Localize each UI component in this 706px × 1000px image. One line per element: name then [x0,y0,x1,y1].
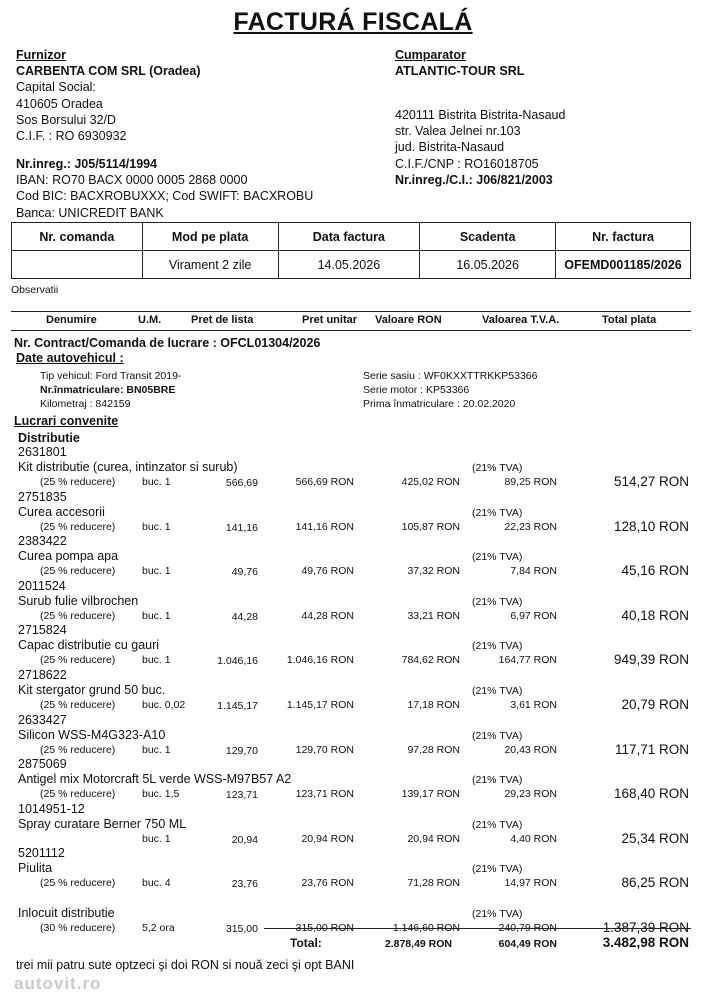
item-um: buc. 1 [142,565,171,577]
item-name: Surub fulie vilbrochen [18,594,139,608]
supplier-bic: Cod BIC: BACXROBUXXX; Cod SWIFT: BACXROBU [16,189,314,204]
item-list-price: 123,71 [225,789,258,801]
watermark-logo: autovit.ro [14,974,102,993]
item-discount: (25 % reducere) [40,521,116,533]
payment-mode-value: Virament 2 zile [142,251,278,279]
item-name: Piulita [18,861,53,875]
item-total: 168,40 RON [613,786,689,801]
supplier-capital: Capital Social: [16,80,96,95]
item-tva-label: (21% TVA) [472,908,523,920]
buyer-name: ATLANTIC-TOUR SRL [395,64,525,79]
item-tva: 89,25 RON [504,476,557,488]
item-total: 25,34 RON [621,831,689,846]
col-um: U.M. [138,314,162,326]
order-number-value [12,251,143,279]
supplier-heading: Furnizor [16,48,66,62]
item-list-price: 566,69 [225,477,258,489]
item-code: 2875069 [18,757,67,771]
columns-bottom-line [11,330,691,331]
item-code: 5201112 [18,846,65,860]
item-value: 105,87 RON [401,521,460,533]
buyer-city: 420111 Bistrita Bistrita-Nasaud [395,108,566,122]
item-code: 2718622 [18,668,67,682]
invoice-date-label: Data factura [278,223,420,251]
vehicle-heading: Date autovehicul : [16,351,124,365]
vehicle-type: Tip vehicul: Ford Transit 2019- [40,370,182,382]
invoice-number-value: OFEMD001185/2026 [556,251,691,279]
item-list-price: 20,94 [231,834,258,846]
item-um: buc. 1 [142,476,171,488]
item-unit-price: 315,00 RON [295,922,354,934]
item-tva: 6,97 RON [510,610,557,622]
item-code: 2383422 [18,534,67,548]
header-values-row [12,251,691,279]
item-value: 71,28 RON [407,877,460,889]
item-name: Curea accesorii [18,505,105,519]
item-unit-price: 123,71 RON [295,788,354,800]
item-name: Kit distributie (curea, intinzator si surub) [18,460,238,474]
item-tva: 240,79 RON [498,922,557,934]
item-um: buc. 1 [142,833,171,845]
item-total: 45,16 RON [621,563,689,578]
item-tva: 7,84 RON [510,565,557,577]
item-code: 1014951-12 [18,802,85,816]
invoice-date-value: 14.05.2026 [278,251,420,279]
vehicle-vin: Serie sasiu : WF0KXXTTRKKP53366 [363,370,538,382]
item-um: buc. 1 [142,744,171,756]
item-um: buc. 1,5 [142,788,180,800]
item-tva-label: (21% TVA) [472,507,523,519]
item-tva: 164,77 RON [498,654,557,666]
item-tva-label: (21% TVA) [472,730,523,742]
item-unit-price: 1.046,16 RON [286,654,354,666]
item-discount: (25 % reducere) [40,699,116,711]
supplier-street: Sos Borsului 32/D [16,112,117,127]
item-list-price: 1.046,16 [217,655,258,667]
item-unit-price: 566,69 RON [295,476,354,488]
item-unit-price: 23,76 RON [301,877,354,889]
item-tva-label: (21% TVA) [472,462,523,474]
col-value: Valoare RON [375,314,442,326]
item-total: 1.387,39 RON [602,920,689,935]
item-code: 2751835 [18,490,67,504]
buyer-heading: Cumparator [395,48,466,62]
item-value: 425,02 RON [401,476,460,488]
buyer-block [395,47,524,79]
item-name: Spray curatare Berner 750 ML [18,817,187,831]
columns-top-line [11,311,691,312]
col-list-price: Pret de lista [191,314,254,326]
item-value: 20,94 RON [407,833,460,845]
col-denumire: Denumire [46,314,97,326]
item-list-price: 315,00 [225,923,258,935]
invoice-number-label: Nr. factura [556,223,691,251]
supplier-block [16,47,201,144]
item-list-price: 1.145,17 [217,700,258,712]
item-tva-label: (21% TVA) [472,774,523,786]
item-tva: 3,61 RON [510,699,557,711]
due-date-label: Scadenta [420,223,556,251]
item-code: 2631801 [18,445,67,459]
item-tva-label: (21% TVA) [472,819,523,831]
item-tva-label: (21% TVA) [472,863,523,875]
item-value: 784,62 RON [401,654,460,666]
item-um: 5,2 ora [142,922,175,934]
item-total: 86,25 RON [621,875,689,890]
item-unit-price: 20,94 RON [301,833,354,845]
item-total: 128,10 RON [613,519,689,534]
item-name: Capac distributie cu gauri [18,638,160,652]
item-discount: (25 % reducere) [40,744,116,756]
vehicle-plate: Nr.înmatriculare: BN05BRE [40,384,176,396]
item-list-price: 141,16 [225,522,258,534]
item-tva: 20,43 RON [504,744,557,756]
section-name: Distributie [18,431,80,445]
item-unit-price: 141,16 RON [295,521,354,533]
item-unit-price: 49,76 RON [301,565,354,577]
vehicle-left [40,369,181,411]
item-total: 20,79 RON [621,697,689,712]
amount-in-words: trei mii patru sute optzeci şi doi RON si nouă zeci şi opt BANI [16,958,355,972]
item-name: Silicon WSS-M4G323-A10 [18,728,166,742]
due-date-value: 16.05.2026 [420,251,556,279]
item-unit-price: 1.145,17 RON [286,699,354,711]
col-tva: Valoarea T.V.A. [482,314,560,326]
vehicle-right [363,369,538,411]
item-list-price: 44,28 [231,611,258,623]
contract-number: Nr. Contract/Comanda de lucrare : OFCL01304/2026 [14,336,321,350]
observations-label: Observatii [11,284,59,296]
supplier-bank-block [16,156,313,221]
totals-label: Total: [290,936,322,950]
item-discount: (25 % reducere) [40,476,116,488]
item-name: Curea pompa apa [18,549,119,563]
item-unit-price: 129,70 RON [295,744,354,756]
item-code: 2633427 [18,713,67,727]
item-discount: (25 % reducere) [40,565,116,577]
supplier-cif: C.I.F. : RO 6930932 [16,129,127,144]
item-value: 33,21 RON [407,610,460,622]
works-heading: Lucrari convenite [14,414,119,428]
item-tva-label: (21% TVA) [472,640,523,652]
item-unit-price: 44,28 RON [301,610,354,622]
item-discount: (25 % reducere) [40,610,116,622]
buyer-cif: C.I.F./CNP : RO16018705 [395,156,539,171]
buyer-street: str. Valea Jelnei nr.103 [395,124,521,139]
item-name: Inlocuit distributie [18,906,115,920]
item-total: 514,27 RON [613,474,689,489]
supplier-iban: IBAN: RO70 BACX 0000 0005 2868 0000 [16,173,248,188]
item-tva-label: (21% TVA) [472,551,523,563]
supplier-bank: Banca: UNICREDIT BANK [16,205,164,220]
item-total: 40,18 RON [621,608,689,623]
supplier-name: CARBENTA COM SRL (Oradea) [16,64,201,79]
item-discount: (30 % reducere) [40,922,116,934]
item-tva: 29,23 RON [504,788,557,800]
order-number-label: Nr. comanda [12,223,143,251]
item-tva: 4,40 RON [510,833,557,845]
totals-value: 2.878,49 RON [384,938,452,950]
item-list-price: 49,76 [231,566,258,578]
item-value: 37,32 RON [407,565,460,577]
item-tva: 14,97 RON [504,877,557,889]
item-discount: (25 % reducere) [40,788,116,800]
item-code: 2715824 [18,623,67,637]
supplier-city: 410605 Oradea [16,96,103,111]
totals-line [264,928,691,929]
totals-tva: 604,49 RON [498,938,557,950]
item-tva: 22,23 RON [504,521,557,533]
item-name: Antigel mix Motorcraft 5L verde WSS-M97B57 A2 [18,772,292,786]
item-code: 2011524 [18,579,66,593]
supplier-reg: Nr.inreg.: J05/5114/1994 [16,157,158,171]
buyer-reg: Nr.inreg./C.I.: J06/821/2003 [395,172,553,187]
item-um: buc. 1 [142,521,171,533]
header-labels-row [12,223,691,251]
col-total: Total plata [602,314,657,326]
buyer-county: jud. Bistrita-Nasaud [395,140,505,155]
item-um: buc. 0,02 [142,699,186,711]
item-value: 97,28 RON [407,744,460,756]
totals-grand: 3.482,98 RON [602,935,689,950]
col-unit-price: Pret unitar [302,314,358,326]
vehicle-engine: Serie motor : KP53366 [363,384,470,396]
item-total: 949,39 RON [613,652,689,667]
item-name: Kit stergator grund 50 buc. [18,683,166,697]
item-value: 139,17 RON [401,788,460,800]
invoice-title: FACTURÁ FISCALÁ [233,8,473,36]
item-value: 17,18 RON [407,699,460,711]
item-um: buc. 1 [142,654,171,666]
item-discount: (25 % reducere) [40,654,116,666]
vehicle-km: Kilometraj : 842159 [40,398,131,410]
item-tva-label: (21% TVA) [472,596,523,608]
item-list-price: 129,70 [225,745,258,757]
buyer-address-block [395,107,565,188]
payment-mode-label: Mod pe plata [142,223,278,251]
item-discount: (25 % reducere) [40,877,116,889]
item-value: 1.146,60 RON [392,922,460,934]
item-um: buc. 4 [142,877,171,889]
vehicle-first-reg: Prima înmatriculare : 20.02.2020 [363,398,516,410]
item-um: buc. 1 [142,610,171,622]
invoice-header-table [11,222,691,279]
item-tva-label: (21% TVA) [472,685,523,697]
item-list-price: 23,76 [231,878,258,890]
item-total: 117,71 RON [614,742,689,757]
